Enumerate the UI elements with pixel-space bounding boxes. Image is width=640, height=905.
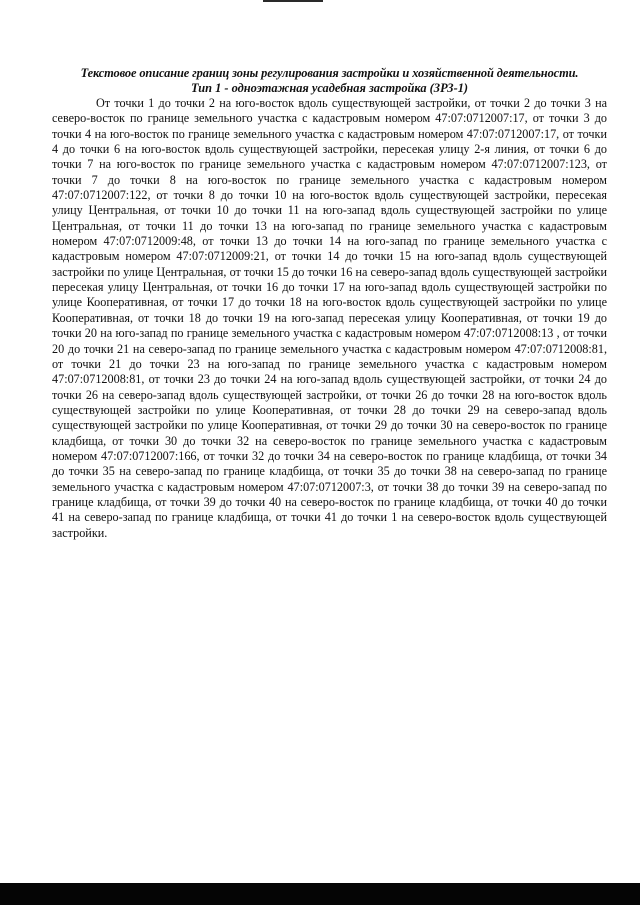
document-subtitle: Тип 1 - одноэтажная усадебная застройка (ЗРЗ-1) xyxy=(190,81,469,95)
document-page xyxy=(52,66,607,541)
scan-artifact-top xyxy=(263,0,323,2)
scan-artifact-bottom xyxy=(0,883,640,905)
document-title: Текстовое описание границ зоны регулирования застройки и хозяйственной деятельности. xyxy=(80,66,579,80)
document-body: От точки 1 до точки 2 на юго-восток вдоль существующей застройки, от точки 2 до точки 3 на северо-восток по границе земельного участка с кадастровым номером 47:07:0712007:17, от точки 3 до точки 4 на юго-восток по границе земельного участка с кадастровым номером 47:07:0712007:17, от точки 4 до точки 6 на юго-восток вдоль существующей застройки, пересекая улицу 2-я линия, от точки 6 до точки 7 на юго-восток по границе земельного участка с кадастровым номером 47:07:0712007:123, от точки 7 до точки 8 на юго-восток по границе земельного участка с кадастровым номером 47:07:0712007:122, от точки 8 до точки 10 на юго-восток вдоль существующей застройки, пересекая улицу Центральная, от точки 10 до точки 11 на юго-запад вдоль существующей застройки по улице Центральная, от точки 11 до точки 13 на юго-запад по границе земельного участка с кадастровым номером 47:07:0712009:48, от точки 13 до точки 14 на юго-запад по границе земельного участка с кадастровым номером 47:07:0712009:21, от точки 14 до точки 15 на юго-запад вдоль существующей застройки по улице Центральная, от точки 15 до точки 16 на северо-запад вдоль существующей застройки пересекая улицу Центральная, от точки 16 до точки 17 на юго-запад вдоль существующей застройки по улице Кооперативная, от точки 17 до точки 18 на юго-восток вдоль существующей застройки по улице Кооперативная, от точки 18 до точки 19 на юго-запад пересекая улицу Кооперативная, от точки 19 до точки 20 на юго-запад по границе земельного участка с кадастровым номером 47:07:0712008:13 , от точки 20 до точки 21 на северо-запад по границе земельного участка с кадастровым номером 47:07:0712008:81, от точки 21 до точки 23 на юго-запад по границе земельного участка с кадастровым номером 47:07:0712008:81, от точки 23 до точки 24 на юго-запад вдоль существующей застройки, от точки 24 до точки 26 на северо-запад вдоль существующей застройки, от точки 26 до точки 28 на юго-восток вдоль существующей застройки по улице Кооперативная, от точки 28 до точки 29 на северо-запад вдоль существующей застройки по улице Кооперативная, от точки 29 до точки 30 на северо-восток по границе кладбища, от точки 30 до точки 32 на северо-восток по границе земельного участка с кадастровым номером 47:07:0712007:166, от точки 32 до точки 34 на северо-восток по границе кладбища, от точки 34 до точки 35 на северо-запад по границе кладбища, от точки 35 до точки 38 на северо-запад по границе земельного участка с кадастровым номером 47:07:0712007:3, от точки 38 до точки 39 на северо-запад по границе кладбища, от точки 39 до точки 40 на северо-восток по границе кладбища, от точки 40 до точки 41 на северо-запад по границе кладбища, от точки 41 до точки 1 на северо-восток вдоль существующей застройки. xyxy=(52,96,607,540)
